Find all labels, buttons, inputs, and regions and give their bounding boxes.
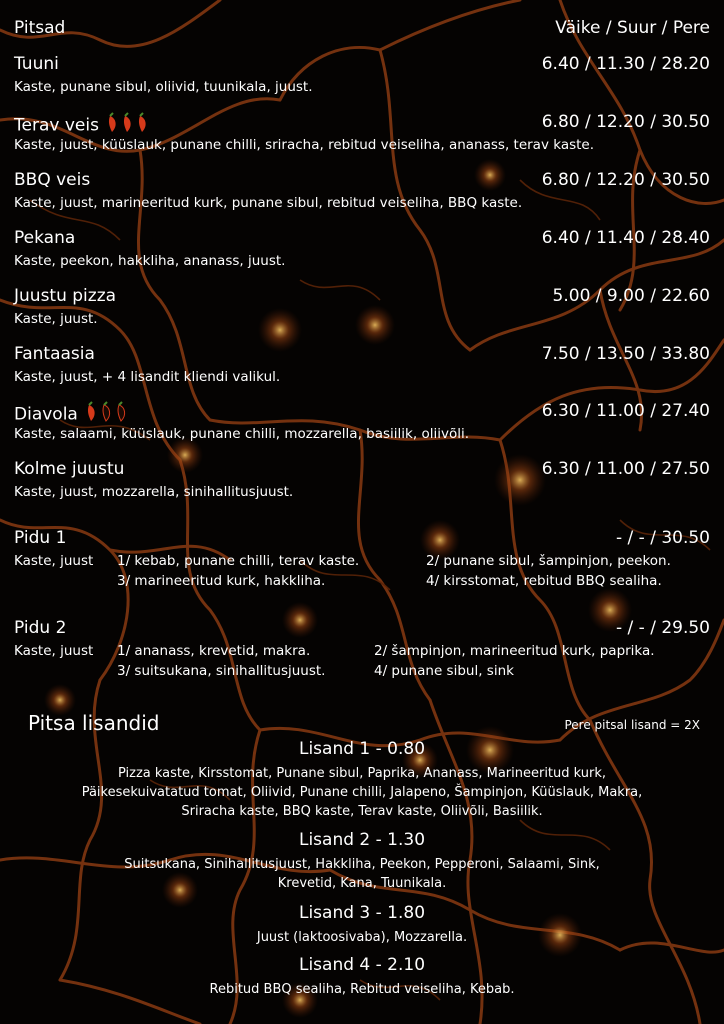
pizza-price: 6.80 / 12.20 / 30.50 [541, 170, 710, 190]
party-pizza-option: 4/ kirsstomat, rebitud BBQ sealiha. [426, 573, 662, 589]
topping-list-line: Rebitud BBQ sealiha, Rebitud veiseliha, Kebab. [209, 982, 515, 997]
pizza-description: Kaste, peekon, hakkliha, ananass, juust. [14, 253, 286, 269]
pizza-name: Pekana [14, 228, 76, 248]
chili-pepper-icon [106, 112, 154, 139]
party-pizza-option: 1/ kebab, punane chilli, terav kaste. [117, 553, 360, 569]
party-pizza-price: - / - / 30.50 [615, 528, 710, 548]
topping-list-line: Pizza kaste, Kirsstomat, Punane sibul, Paprika, Ananass, Marineeritud kurk, [117, 766, 607, 781]
pizza-name: Tuuni [14, 54, 59, 74]
pizza-name: Terav veis [14, 115, 99, 136]
party-pizza-price: - / - / 29.50 [615, 618, 710, 638]
pizza-description: Kaste, salaami, küüslauk, punane chilli, mozzarella, basiilik, oliivõli. [14, 426, 469, 442]
pizza-name: BBQ veis [14, 170, 91, 190]
party-pizza-option: 3/ suitsukana, sinihallitusjuust. [117, 663, 326, 679]
toppings-title: Pitsa lisandid [28, 711, 160, 735]
pizza-description: Kaste, juust. [14, 311, 98, 327]
pizza-price: 6.80 / 12.20 / 30.50 [541, 112, 710, 132]
size-header: Väike / Suur / Pere [555, 18, 710, 38]
party-pizza-option: 3/ marineeritud kurk, hakkliha. [117, 573, 326, 589]
chili-pepper-icon [85, 401, 133, 428]
pizza-price: 6.30 / 11.00 / 27.50 [541, 459, 710, 479]
pizza-price: 6.40 / 11.40 / 28.40 [541, 228, 710, 248]
pizza-name: Kolme juustu [14, 459, 125, 479]
pizza-description: Kaste, juust, + 4 lisandit kliendi valikul. [14, 369, 281, 385]
pizza-description: Kaste, juust, mozzarella, sinihallitusjuust. [14, 484, 294, 500]
topping-tier-title: Lisand 4 - 2.10 [298, 955, 426, 975]
topping-list-line: Krevetid, Kana, Tuunikala. [277, 876, 447, 891]
section-title: Pitsad [14, 18, 66, 38]
pizza-name: Fantaasia [14, 344, 95, 364]
topping-list-line: Päikesekuivatatud tomat, Oliivid, Punane chilli, Jalapeno, Šampinjon, Küüslauk, Makra, [81, 785, 643, 800]
party-pizza-name: Pidu 2 [14, 618, 67, 638]
party-pizza-option: 2/ punane sibul, šampinjon, peekon. [426, 553, 671, 569]
pizza-name: Juustu pizza [14, 286, 117, 306]
party-pizza-option: 1/ ananass, krevetid, makra. [117, 643, 311, 659]
pizza-price: 7.50 / 13.50 / 33.80 [541, 344, 710, 364]
party-pizza-base: Kaste, juust [14, 643, 94, 659]
pizza-name-with-heat [14, 112, 154, 139]
pizza-description: Kaste, punane sibul, oliivid, tuunikala, juust. [14, 79, 313, 95]
topping-list-line: Juust (laktoosivaba), Mozzarella. [256, 930, 468, 945]
pizza-price: 6.40 / 11.30 / 28.20 [541, 54, 710, 74]
pizza-price: 5.00 / 9.00 / 22.60 [552, 286, 710, 306]
topping-list-line: Suitsukana, Sinihallitusjuust, Hakkliha, Peekon, Pepperoni, Salaami, Sink, [124, 857, 600, 872]
party-pizza-base: Kaste, juust [14, 553, 94, 569]
pizza-price: 6.30 / 11.00 / 27.40 [541, 401, 710, 421]
pizza-name: Diavola [14, 404, 78, 425]
topping-tier-title: Lisand 2 - 1.30 [298, 830, 426, 850]
party-pizza-option: 2/ šampinjon, marineeritud kurk, paprika. [374, 643, 655, 659]
topping-list-line: Sriracha kaste, BBQ kaste, Terav kaste, Oliivõli, Basiilik. [181, 804, 543, 819]
party-pizza-name: Pidu 1 [14, 528, 67, 548]
pizza-description: Kaste, juust, küüslauk, punane chilli, sriracha, rebitud veiseliha, ananass, terav kaste. [14, 137, 595, 153]
toppings-note: Pere pitsal lisand = 2X [564, 718, 700, 732]
topping-tier-title: Lisand 3 - 1.80 [298, 903, 426, 923]
topping-tier-title: Lisand 1 - 0.80 [298, 739, 426, 759]
party-pizza-option: 4/ punane sibul, sink [374, 663, 514, 679]
pizza-description: Kaste, juust, marineeritud kurk, punane sibul, rebitud veiseliha, BBQ kaste. [14, 195, 523, 211]
pizza-name-with-heat [14, 401, 133, 428]
